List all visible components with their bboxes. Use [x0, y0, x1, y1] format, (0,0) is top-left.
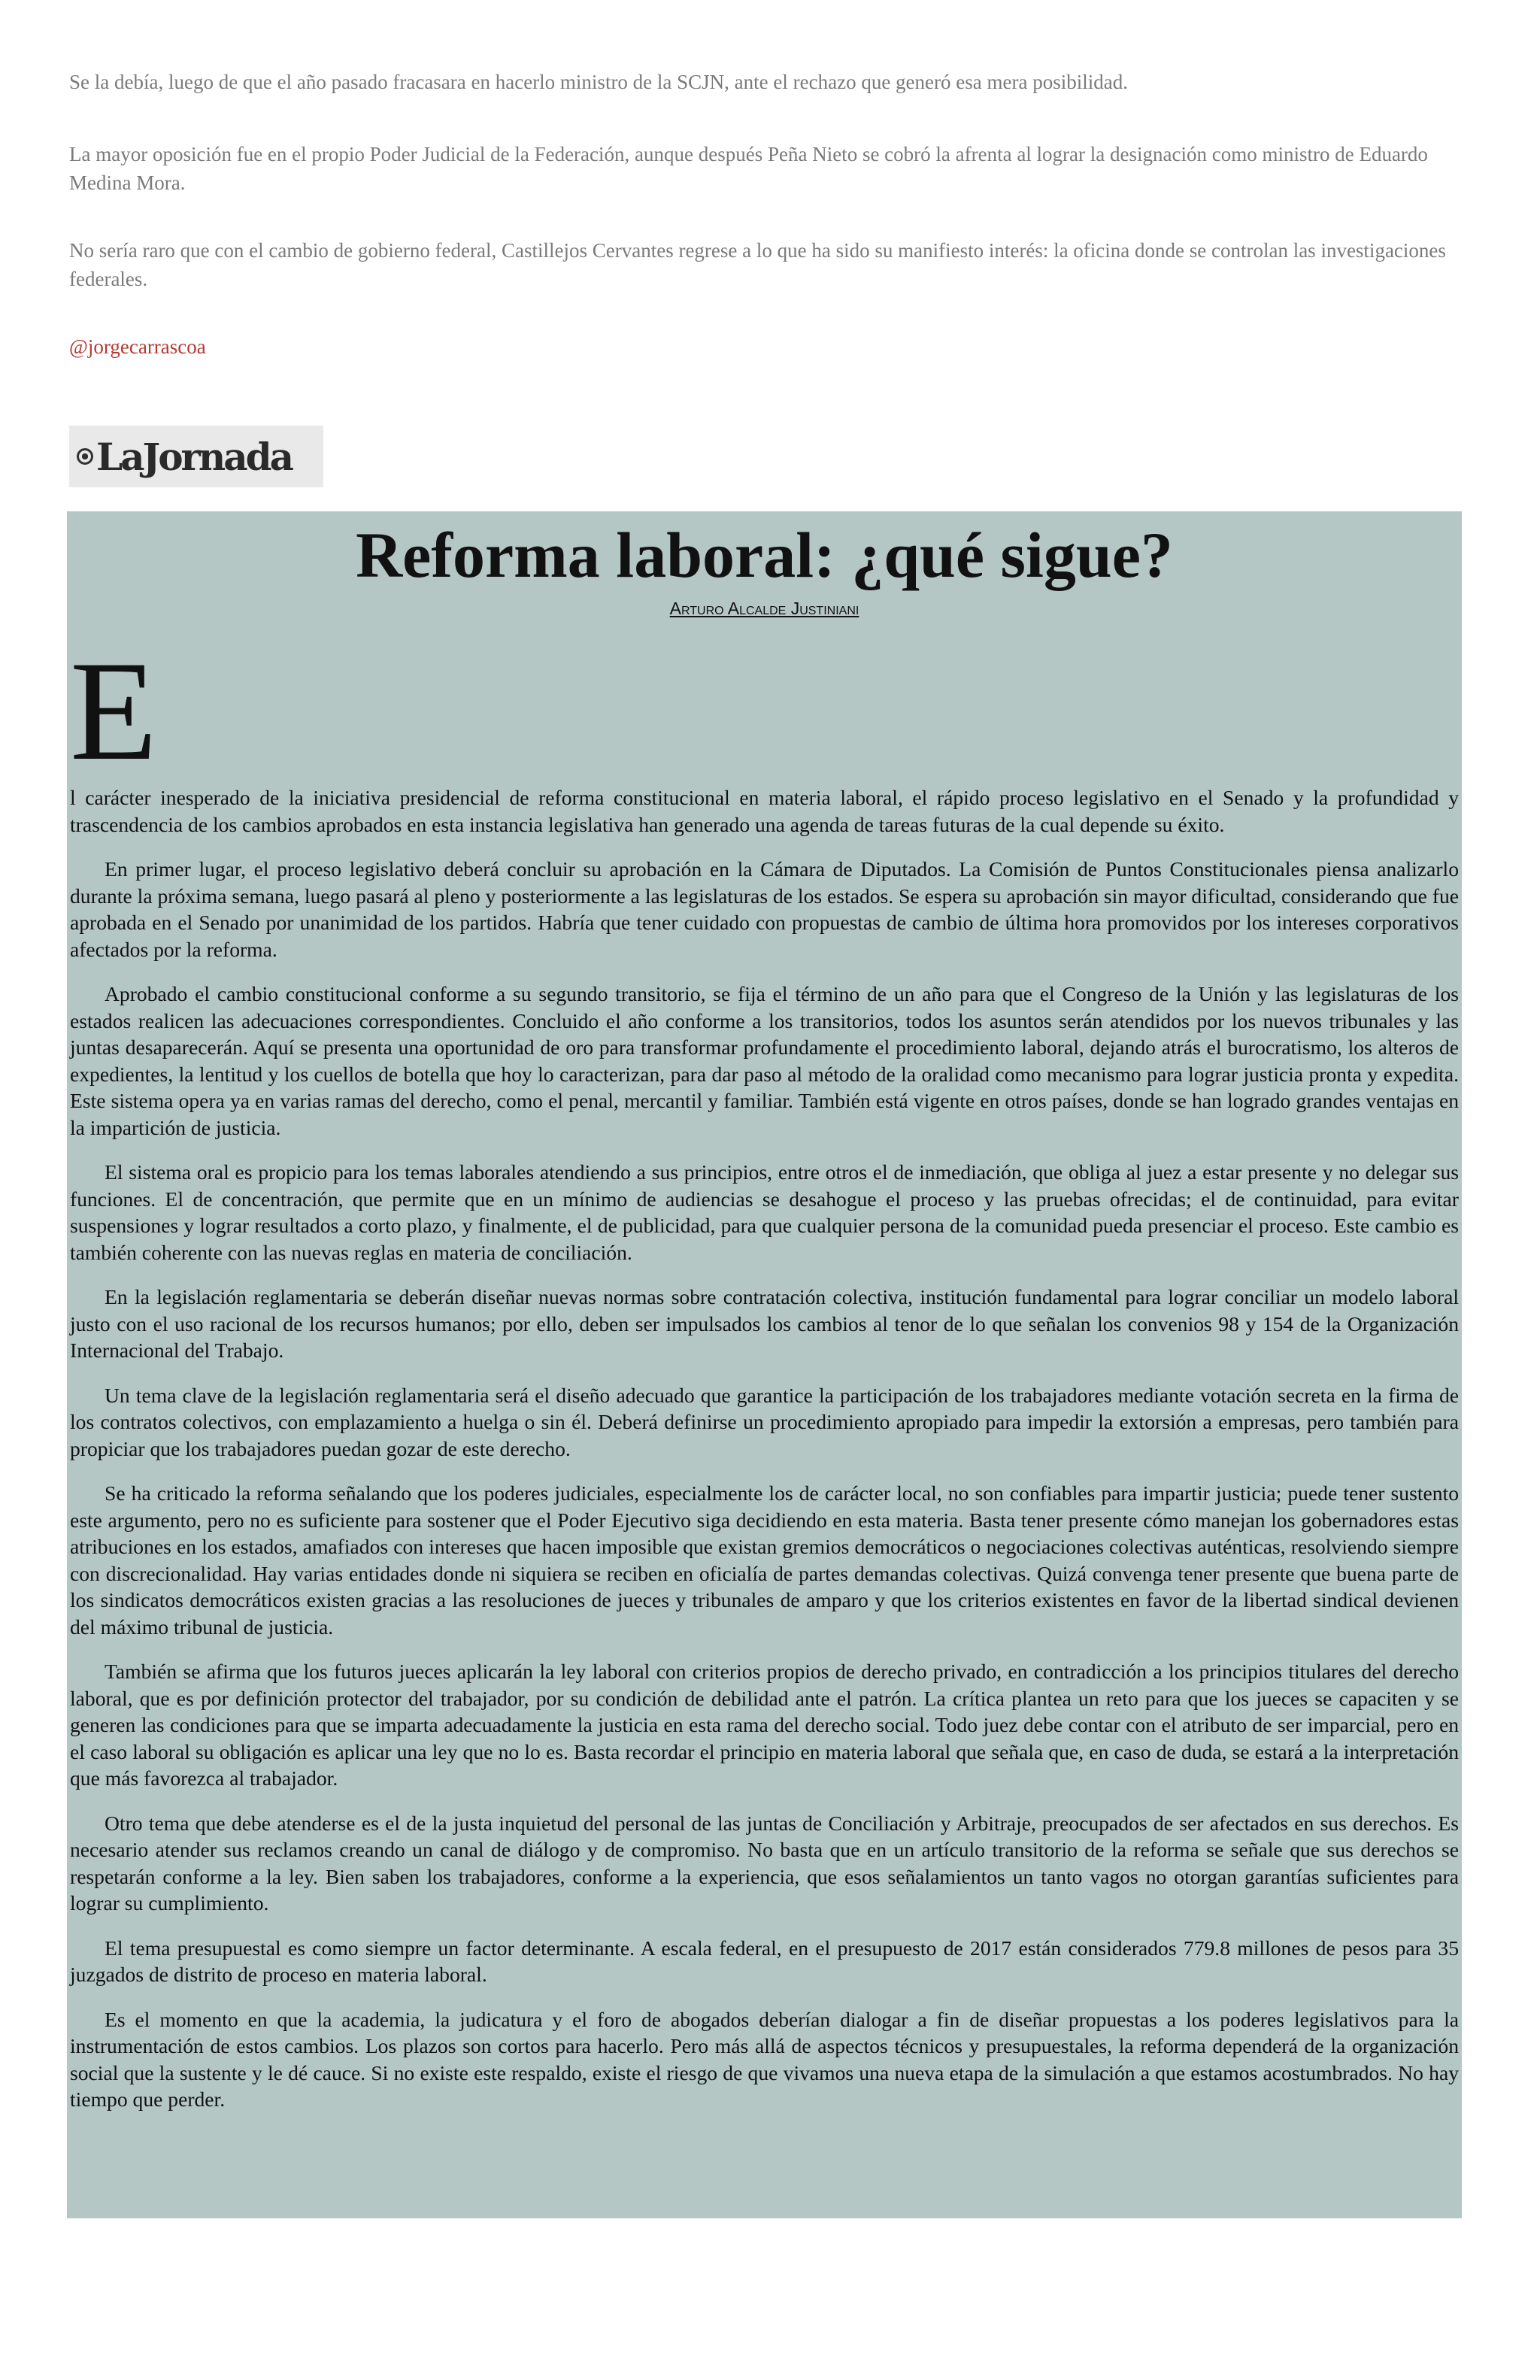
article	[67, 511, 1462, 2218]
twitter-handle-link[interactable]: @jorgecarrascoa	[69, 335, 206, 358]
jornada-logo-icon	[77, 448, 93, 465]
la-jornada-logo[interactable]	[69, 426, 323, 487]
logo-text: LaJornada	[96, 434, 293, 479]
article-body	[70, 784, 1459, 2113]
drop-cap: E	[70, 632, 158, 790]
author-link[interactable]: Arturo Alcalde Justiniani	[669, 599, 859, 618]
paragraph: Se la debía, luego de que el año pasado fracasara en hacerlo ministro de la SCJN, ante el rechazo que generó esa mera posibilidad.	[69, 71, 1128, 93]
article-title: Reforma laboral: ¿qué sigue?	[356, 519, 1173, 591]
paragraph: El sistema oral es propicio para los temas laborales atendiendo a sus principios, entre otros el de inmediación, que obliga al juez a estar presente y no delegar sus funciones. El de concentración, que permite que en un mínimo de audiencias se desahogue el proceso y las pruebas ofrecidas; el de continuidad, para evitar suspensiones y lograr resultados a corto plazo, y finalmente, el de publicidad, para que cualquier persona de la comunidad pueda presenciar el proceso. Este cambio es también coherente con las nuevas reglas en materia de conciliación.	[70, 1160, 1459, 1264]
paragraph: Es el momento en que la academia, la judicatura y el foro de abogados deberían dialogar a fin de diseñar propuestas a los poderes legislativos para la instrumentación de estos cambios. Los plazos son cortos para hacerlo. Pero más allá de aspectos técnicos y presupuestales, la reforma dependerá de la organización social que la sustente y le dé cauce. Si no existe este respaldo, existe el riesgo de que vivamos una nueva etapa de la simulación a que estamos acostumbrados. No hay tiempo que perder.	[70, 2007, 1459, 2111]
paragraph: Otro tema que debe atenderse es el de la justa inquietud del personal de las juntas de Conciliación y Arbitraje, preocupados de ser afectados en sus derechos. Es necesario atender sus reclamos creando un canal de diálogo y de compromiso. No basta que en un artículo transitorio de la reforma se señale que sus derechos se respetarán conforme a la ley. Bien saben los trabajadores, conforme a la experiencia, que esos señalamientos un tanto vagos no otorgan garantías suficientes para lograr su cumplimiento.	[70, 1811, 1459, 1915]
paragraph: Un tema clave de la legislación reglamentaria será el diseño adecuado que garantice la participación de los trabajadores mediante votación secreta en la firma de los contratos colectivos, con emplazamiento a huelga o sin él. Deberá definirse un procedimiento apropiado para impedir la extorsión a empresas, pero también para propiciar que los trabajadores puedan gozar de este derecho.	[70, 1383, 1459, 1460]
paragraph: También se afirma que los futuros jueces aplicarán la ley laboral con criterios propios de derecho privado, en contradicción a los principios titulares del derecho laboral, que es por definición protector del trabajador, por su condición de debilidad ante el patrón. La crítica plantea un reto para que los jueces se capaciten y se generen las condiciones para que se imparta adecuadamente la justicia en esta rama del derecho social. Todo juez debe contar con el atributo de ser imparcial, pero en el caso laboral su obligación es aplicar una ley que no lo es. Basta recordar el principio en materia laboral que señala que, en caso de duda, se estará a la interpretación que más favorezca al trabajador.	[70, 1660, 1459, 1790]
paragraph: En primer lugar, el proceso legislativo deberá concluir su aprobación en la Cámara de Diputados. La Comisión de Puntos Constitucionales piensa analizarlo durante la próxima semana, luego pasará al pleno y posteriormente a las legislaturas de los estados. Se espera su aprobación sin mayor dificultad, considerando que fue aprobada en el Senado por unanimidad de los partidos. Habría que tener cuidado con propuestas de cambio de última hora promovidos por los intereses corporativos afectados por la reforma.	[70, 857, 1459, 961]
paragraph: No sería raro que con el cambio de gobierno federal, Castillejos Cervantes regrese a lo que ha sido su manifiesto interés: la oficina donde se controlan las investigaciones federales.	[69, 239, 1446, 290]
paragraph: El tema presupuestal es como siempre un factor determinante. A escala federal, en el presupuesto de 2017 están considerados 779.8 millones de pesos para 35 juzgados de distrito de proceso en materia laboral.	[70, 1936, 1459, 1986]
paragraph: l carácter inesperado de la iniciativa presidencial de reforma constitucional en materia laboral, el rápido proceso legislativo en el Senado y la profundidad y trascendencia de los cambios aprobados en esta instancia legislativa han generado una agenda de tareas futuras de la cual depende su éxito.	[70, 786, 1459, 836]
paragraph: La mayor oposición fue en el propio Poder Judicial de la Federación, aunque después Peña Nieto se cobró la afrenta al lograr la designación como ministro de Eduardo Medina Mora.	[69, 143, 1428, 194]
paragraph: En la legislación reglamentaria se deberán diseñar nuevas normas sobre contratación colectiva, institución fundamental para lograr conciliar un modelo laboral justo con el uso racional de los recursos humanos; por ello, deben ser impulsados los cambios al tenor de lo que señalan los convenios 98 y 154 de la Organización Internacional del Trabajo.	[70, 1285, 1459, 1362]
paragraph: Se ha criticado la reforma señalando que los poderes judiciales, especialmente los de carácter local, no son confiables para impartir justicia; puede tener sustento este argumento, pero no es suficiente para sostener que el Poder Ejecutivo siga decidiendo en esta materia. Basta tener presente cómo manejan los gobernadores estas atribuciones en los estados, amafiados con intereses que hacen imposible que existan gremios democráticos o negociaciones colectivas auténticas, resolviendo siempre con discrecionalidad. Hay varias entidades donde ni siquiera se reciben en oficialía de partes demandas colectivas. Quizá convenga tener presente que buena parte de los sindicatos democráticos existen gracias a las resoluciones de jueces y tribunales de amparo y que los criterios existentes en favor de la libertad sindical devienen del máximo tribunal de justicia.	[70, 1481, 1459, 1639]
paragraph: Aprobado el cambio constitucional conforme a su segundo transitorio, se fija el término de un año para que el Congreso de la Unión y las legislaturas de los estados realicen las adecuaciones correspondientes. Concluido el año conforme a los transitorios, todos los asuntos serán atendidos por los nuevos tribunales y las juntas desaparecerán. Aquí se presenta una oportunidad de oro para transformar profundamente el procedimiento laboral, dejando atrás el burocratismo, los alteros de expedientes, la lentitud y los cuellos de botella que hoy lo caracterizan, para dar paso al método de la oralidad como mecanismo para lograr justicia pronta y expedita. Este sistema opera ya en varias ramas del derecho, como el penal, mercantil y familiar. También está vigente en otros países, donde se han logrado grandes ventajas en la impartición de justicia.	[70, 982, 1459, 1139]
